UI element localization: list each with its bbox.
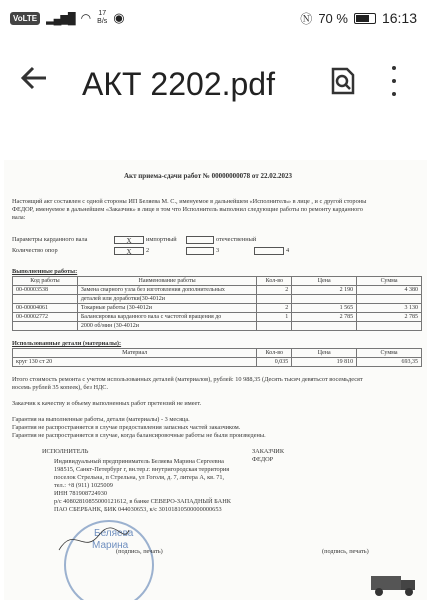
battery-percent: 70 % [318, 10, 348, 26]
works-cell: Токарные работы (30-4012и [77, 304, 257, 313]
clock: 16:13 [381, 10, 417, 26]
works-cell [13, 295, 78, 304]
works-col-sum: Сумма [357, 277, 422, 286]
params-import: импортный [146, 236, 177, 243]
app-toolbar [0, 36, 427, 128]
table-row [13, 304, 422, 313]
works-cell [292, 322, 357, 331]
works-cell [257, 322, 292, 331]
status-left [10, 10, 125, 26]
works-cell: 2 190 [292, 286, 357, 295]
more-menu-icon[interactable] [390, 66, 398, 96]
params-label: Параметры карданного вала [12, 236, 88, 243]
works-cell [357, 322, 422, 331]
warranty-line-1: Гарантия на выполненные работы, детали (материалы) - 3 месяца. [12, 416, 190, 423]
battery-icon [354, 13, 376, 24]
status-right [300, 10, 417, 27]
works-col-code: Код работы [13, 277, 78, 286]
supports-4-box [254, 247, 284, 255]
works-cell: 00-00003538 [13, 286, 78, 295]
supports-2: 2 [146, 247, 150, 254]
works-header: Выполненные работы: [12, 268, 78, 275]
signal-icon: ▂▄▆█ [46, 12, 75, 25]
net-speed [97, 10, 107, 26]
works-cell [292, 295, 357, 304]
supports-4: 4 [286, 247, 290, 254]
supports-3-box [186, 247, 214, 255]
requisites-line-7: ПАО СБЕРБАНК, БИК 044030653, к/с 30101810500000000653 [54, 506, 222, 513]
doc-title: Акт приема-сдачи работ № 00000000078 от 22.02.2023 [124, 172, 293, 180]
parts-col-material: Материал [13, 349, 257, 358]
stamp-text-2: Марина [92, 540, 129, 551]
supports-3: 3 [216, 247, 220, 254]
customer-label: ЗАКАЗЧИК [252, 448, 285, 455]
works-cell: 4 380 [357, 286, 422, 295]
works-cell: 2 [257, 304, 292, 313]
back-arrow-icon[interactable] [20, 64, 52, 98]
claims-text: Заказчик к качеству и объему выполненных работ претензий не имеет. [12, 400, 202, 407]
status-bar [0, 0, 427, 36]
net-speed-unit: B/s [97, 18, 108, 25]
total-line-1: Итого стоимость ремонта с учетом использованных деталей (материалов), рублей: 10 988,35 (Десять тысяч девятьсот восемьдесят [12, 376, 363, 383]
parts-cell: 0,035 [257, 358, 292, 367]
truck-logo-icon [369, 568, 424, 598]
works-col-qty: Кол-во [257, 277, 292, 286]
works-cell: 00-00002772 [13, 313, 78, 322]
parts-cell: 19 810 [292, 358, 357, 367]
warranty-line-2: Гарантия не распространяется в случае предоставления запасных частей заказчиком. [12, 424, 241, 431]
requisites-line-4: тел.: +8 (911) 1025009 [54, 482, 113, 489]
sign-right-caption: (подпись, печать) [322, 548, 369, 555]
sign-left-caption: (подпись, печать) [116, 548, 163, 555]
works-cell [13, 322, 78, 331]
volte-badge: VoLTE [10, 12, 40, 25]
table-row [13, 286, 422, 295]
supports-x-box: X [114, 247, 144, 255]
params-x-box: X [114, 236, 144, 244]
supports-label: Количество опор [12, 247, 58, 254]
table-row [13, 322, 422, 331]
requisites-line-1: Индивидуальный предприниматель Беляева Марина Сергеевна [54, 458, 224, 465]
works-cell: 2 785 [357, 313, 422, 322]
works-cell: 2 [257, 286, 292, 295]
works-cell: 3 130 [357, 304, 422, 313]
parts-cell: 693,35 [357, 358, 422, 367]
works-cell: деталей или доработки(30-4012и [77, 295, 257, 304]
parts-col-price: Цена [292, 349, 357, 358]
executor-label: ИСПОЛНИТЕЛЬ [42, 448, 89, 455]
parts-cell: круг 130 ст 20 [13, 358, 257, 367]
nfc-icon: Ⓝ [300, 11, 313, 26]
intro-line-2: ФЕДОР, именуемое в дальнейшем «Заказчик» в лице в том что Исполнитель выполнил следующие работы по ремонту карданного [12, 206, 363, 213]
requisites-line-5: ИНН 781908724930 [54, 490, 107, 497]
customer-name: ФЕДОР [252, 456, 274, 463]
intro-line-1: Настоящий акт составлен с одной стороны ИП Беляева М. С., именуемое в дальнейшем «Исполнитель» в лице , и с другой стороны [12, 198, 367, 205]
works-head-row [13, 277, 422, 286]
warranty-line-3: Гарантия не распространяется в случае, когда балансировочные работы не были произведены. [12, 432, 266, 439]
requisites-line-6: р/с 40802810855000121612, в банке СЕВЕРО-ЗАПАДНЫЙ БАНК [54, 498, 231, 505]
works-col-price: Цена [292, 277, 357, 286]
works-cell: 2000 об/мин (30-4012и [77, 322, 257, 331]
requisites-line-3: поселок Стрельна, п Стрельна, ул Гоголя, д. 7, литера А, кв. 71, [54, 474, 225, 481]
parts-col-sum: Сумма [357, 349, 422, 358]
works-cell [357, 295, 422, 304]
file-title: АКТ 2202.pdf [82, 66, 275, 102]
works-col-name: Наименование работы [77, 277, 257, 286]
table-row [13, 295, 422, 304]
works-cell: Балансировка карданного вала с частотой вращения до [77, 313, 257, 322]
intro-line-3: вала: [12, 214, 26, 221]
works-table [12, 276, 422, 331]
parts-col-qty: Кол-во [257, 349, 292, 358]
works-cell: 00-00004061 [13, 304, 78, 313]
pdf-page[interactable] [4, 160, 427, 600]
stamp-text-1: Беляева [94, 528, 134, 539]
parts-table [12, 348, 422, 367]
table-row [13, 358, 422, 367]
params-domestic: отечественный [216, 236, 257, 243]
wifi-icon: ◠ [80, 11, 92, 25]
params-domestic-box [186, 236, 214, 244]
parts-header: Использованные детали (материалы): [12, 340, 122, 347]
lens-search-icon[interactable] [330, 66, 356, 96]
requisites-line-2: 198515, Санкт-Петербург г, вн.тер.г. внутригородская территория [54, 466, 230, 473]
net-speed-value: 17 [98, 10, 107, 17]
works-cell: 1 565 [292, 304, 357, 313]
table-row [13, 313, 422, 322]
works-cell: 2 785 [292, 313, 357, 322]
works-cell: 1 [257, 313, 292, 322]
works-cell [257, 295, 292, 304]
works-cell: Замена сварного узла без изготовления дополнительных [77, 286, 257, 295]
total-line-2: восемь рублей 35 копеек), без НДС. [12, 384, 109, 391]
parts-head-row [13, 349, 422, 358]
eye-icon: ◉ [113, 10, 125, 25]
